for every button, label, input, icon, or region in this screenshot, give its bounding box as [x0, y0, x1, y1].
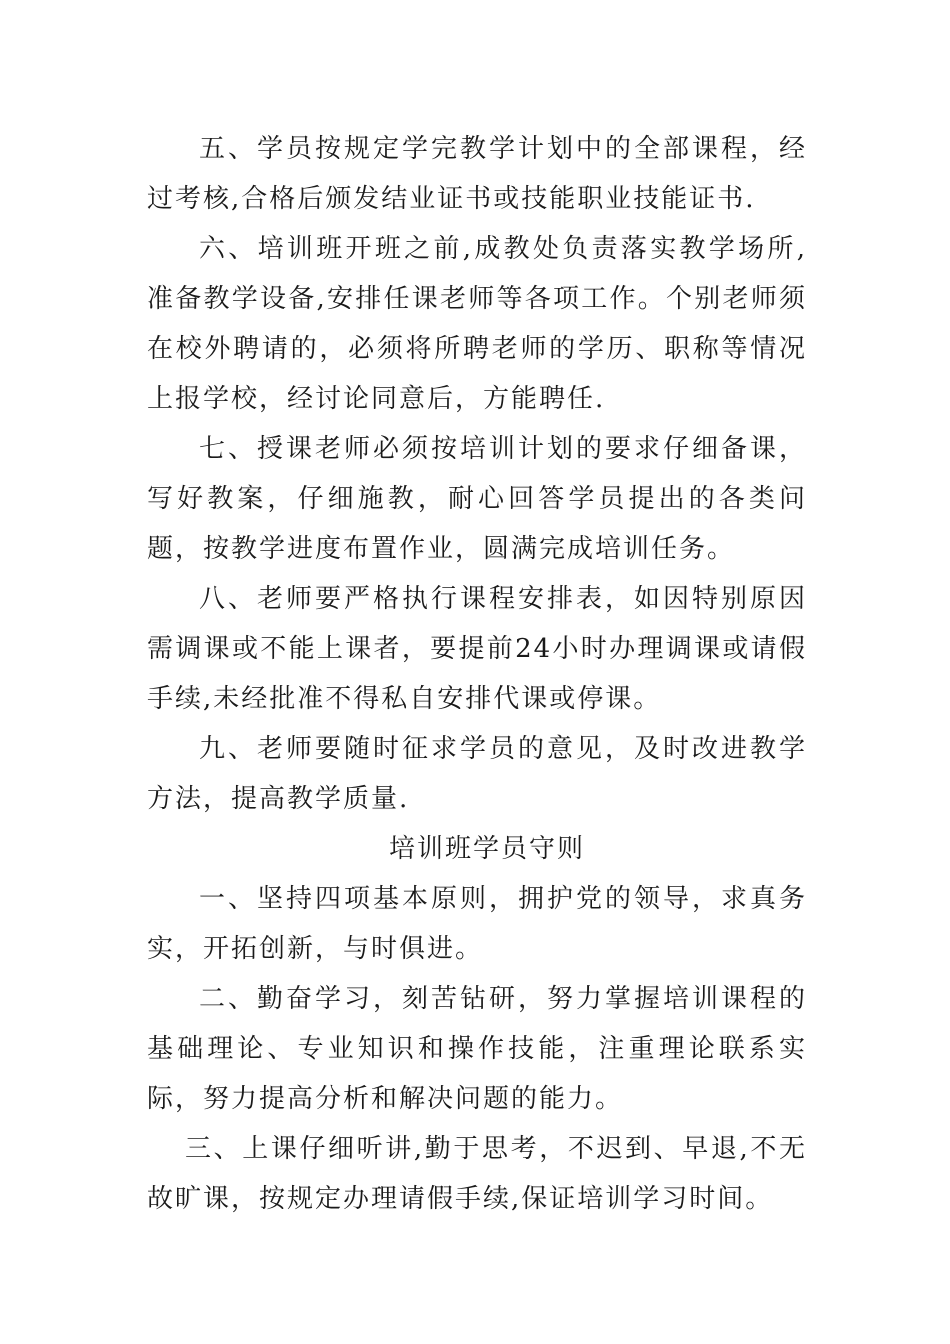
paragraph-seven: 七、授课老师必须按培训计划的要求仔细备课，写好教案，仔细施教，耐心回答学员提出的各类问题，按教学进度布置作业，圆满完成培训任务。	[147, 434, 807, 564]
section-title: 培训班学员守则	[388, 834, 585, 864]
rule-one: 一、坚持四项基本原则，拥护党的领导，求真务实，开拓创新，与时俱进。	[147, 884, 807, 964]
rule-two: 二、勤奋学习，刻苦钻研，努力掌握培训课程的基础理论、专业知识和操作技能，注重理论联系实际，努力提高分析和解决问题的能力。	[147, 984, 807, 1114]
document-body	[147, 124, 807, 1224]
paragraph-six: 六、培训班开班之前,成教处负责落实教学场所,准备教学设备,安排任课老师等各项工作。个别老师须在校外聘请的，必须将所聘老师的学历、职称等情况上报学校，经讨论同意后，方能聘任.	[147, 234, 807, 414]
paragraph-five: 五、学员按规定学完教学计划中的全部课程，经过考核,合格后颁发结业证书或技能职业技能证书.	[147, 134, 807, 214]
paragraph-eight: 八、老师要严格执行课程安排表，如因特别原因需调课或不能上课者，要提前24小时办理调课或请假手续,未经批准不得私自安排代课或停课。	[147, 584, 807, 714]
paragraph-nine: 九、老师要随时征求学员的意见，及时改进教学方法，提高教学质量.	[147, 734, 807, 814]
rule-three: 三、上课仔细听讲,勤于思考，不迟到、早退,不无故旷课，按规定办理请假手续,保证培训学习时间。	[147, 1134, 807, 1214]
